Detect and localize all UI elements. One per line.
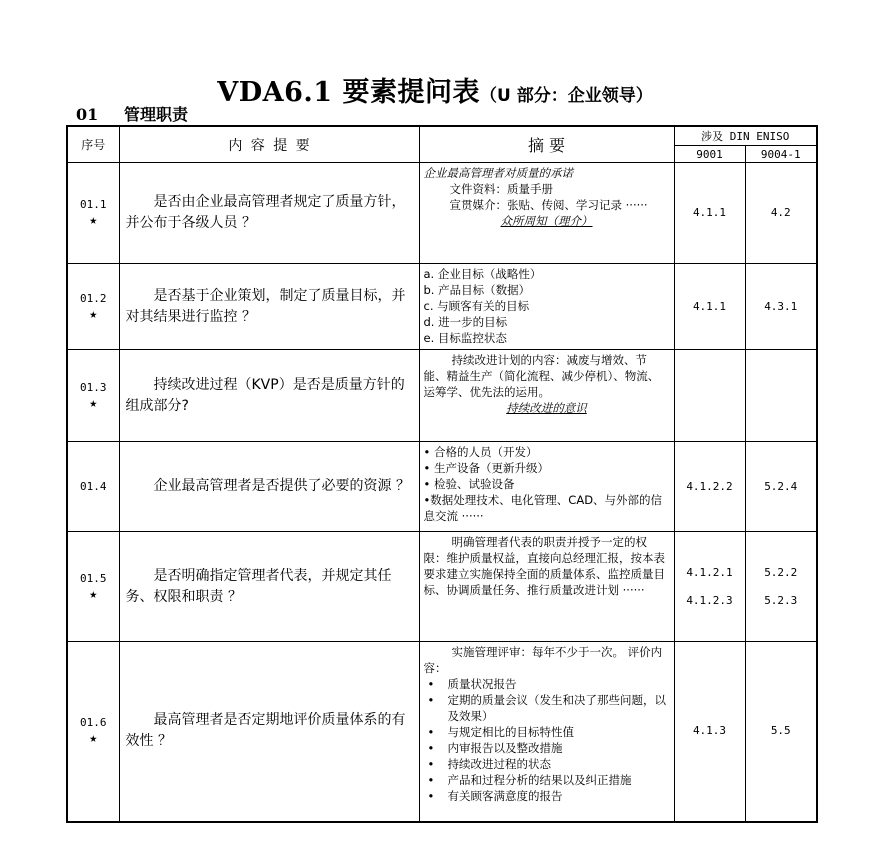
row-iso9001 (674, 350, 745, 442)
row-iso9001: 4.1.3 (674, 642, 745, 822)
row-summary: 实施管理评审：每年不少于一次。 评价内容： • 质量状况报告 • 定期的质量会议（发生和决了那些问题，以及效果） • 与规定相比的目标特性值 • 内审报告以及整改措施 • 持续改进过程的状态 • 产品和过程分析的结果以及纠正措施 • 有关顾客满意度的报告 (419, 642, 674, 822)
row-summary: 企业最高管理者对质量的承诺 文件资料：质量手册 宣贯媒介：张贴、传阅、学习记录 ······ 众所周知（理介） (419, 163, 674, 264)
star-icon: ★ (89, 213, 98, 228)
table-row (67, 442, 817, 532)
row-iso9004: 5.2.2 5.2.3 (745, 532, 817, 642)
table-row (67, 350, 817, 442)
table-row (67, 532, 817, 642)
row-question: 是否基于企业策划，制定了质量目标，并对其结果进行监控 ？ (119, 264, 419, 350)
row-iso9001: 4.1.1 (674, 163, 745, 264)
row-summary: 明确管理者代表的职责并授予一定的权限：维护质量权益，直接向总经理汇报，按本表要求建立实施保持全面的质量体系、监控质量目标、协调质量任务、推行质量改进计划 ······ (419, 532, 674, 642)
row-iso9004: 5.5 (745, 642, 817, 822)
table-row (67, 642, 817, 822)
row-seq: 01.4 (67, 442, 119, 532)
row-seq: 01.1 ★ (67, 163, 119, 264)
row-iso9004 (745, 350, 817, 442)
row-iso9004: 4.3.1 (745, 264, 817, 350)
row-summary: 持续改进计划的内容：减废与增效、节能、精益生产（简化流程、减少停机）、物流、运筹学、优先法的运用。 持续改进的意识 (419, 350, 674, 442)
row-question: 是否明确指定管理者代表，并规定其任务、权限和职责 ？ (119, 532, 419, 642)
table-row (67, 264, 817, 350)
header-content: 内 容 提 要 (119, 126, 419, 163)
star-icon: ★ (89, 731, 98, 747)
row-question: 持续改进过程（KVP）是否是质量方针的组成部分? (119, 350, 419, 442)
row-question: 企业最高管理者是否提供了必要的资源 ？ (119, 442, 419, 532)
row-summary: • 合格的人员（开发） • 生产设备（更新升级） • 检验、试验设备 •数据处理技术、电化管理、CAD、与外部的信息交流 ······ (419, 442, 674, 532)
title-sub: （U 部分：企业领导） (479, 86, 653, 106)
star-icon: ★ (89, 306, 98, 322)
row-question: 最高管理者是否定期地评价质量体系的有效性 ？ (119, 642, 419, 822)
header-seq: 序号 (67, 126, 119, 163)
row-iso9001: 4.1.2.1 4.1.2.3 (674, 532, 745, 642)
row-iso9001: 4.1.1 (674, 264, 745, 350)
row-iso9004: 4.2 (745, 163, 817, 264)
row-iso9004: 5.2.4 (745, 442, 817, 532)
row-question: 是否由企业最高管理者规定了质量方针，并公布于各级人员 ？ (119, 163, 419, 264)
row-seq: 01.3 ★ (67, 350, 119, 442)
title-main: VDA6.1 要素提问表 (217, 77, 480, 108)
row-iso9001: 4.1.2.2 (674, 442, 745, 532)
header-reference: 涉及 DIN ENISO (674, 126, 817, 146)
section-name: 管理职责 (124, 105, 189, 124)
row-seq: 01.2 ★ (67, 264, 119, 350)
header-summary: 摘 要 (419, 126, 674, 163)
table-row (67, 163, 817, 264)
section-heading (76, 102, 188, 125)
section-number: 01 (76, 105, 99, 124)
header-iso9001: 9001 (674, 146, 745, 163)
question-table (66, 125, 818, 823)
header-iso9004: 9004-1 (745, 146, 817, 163)
row-seq: 01.5 ★ (67, 532, 119, 642)
row-seq: 01.6 ★ (67, 642, 119, 822)
star-icon: ★ (89, 586, 98, 602)
row-summary: a. 企业目标（战略性） b. 产品目标（数据） c. 与顾客有关的目标 d. 进一步的目标 e. 目标监控状态 (419, 264, 674, 350)
star-icon: ★ (89, 395, 98, 411)
